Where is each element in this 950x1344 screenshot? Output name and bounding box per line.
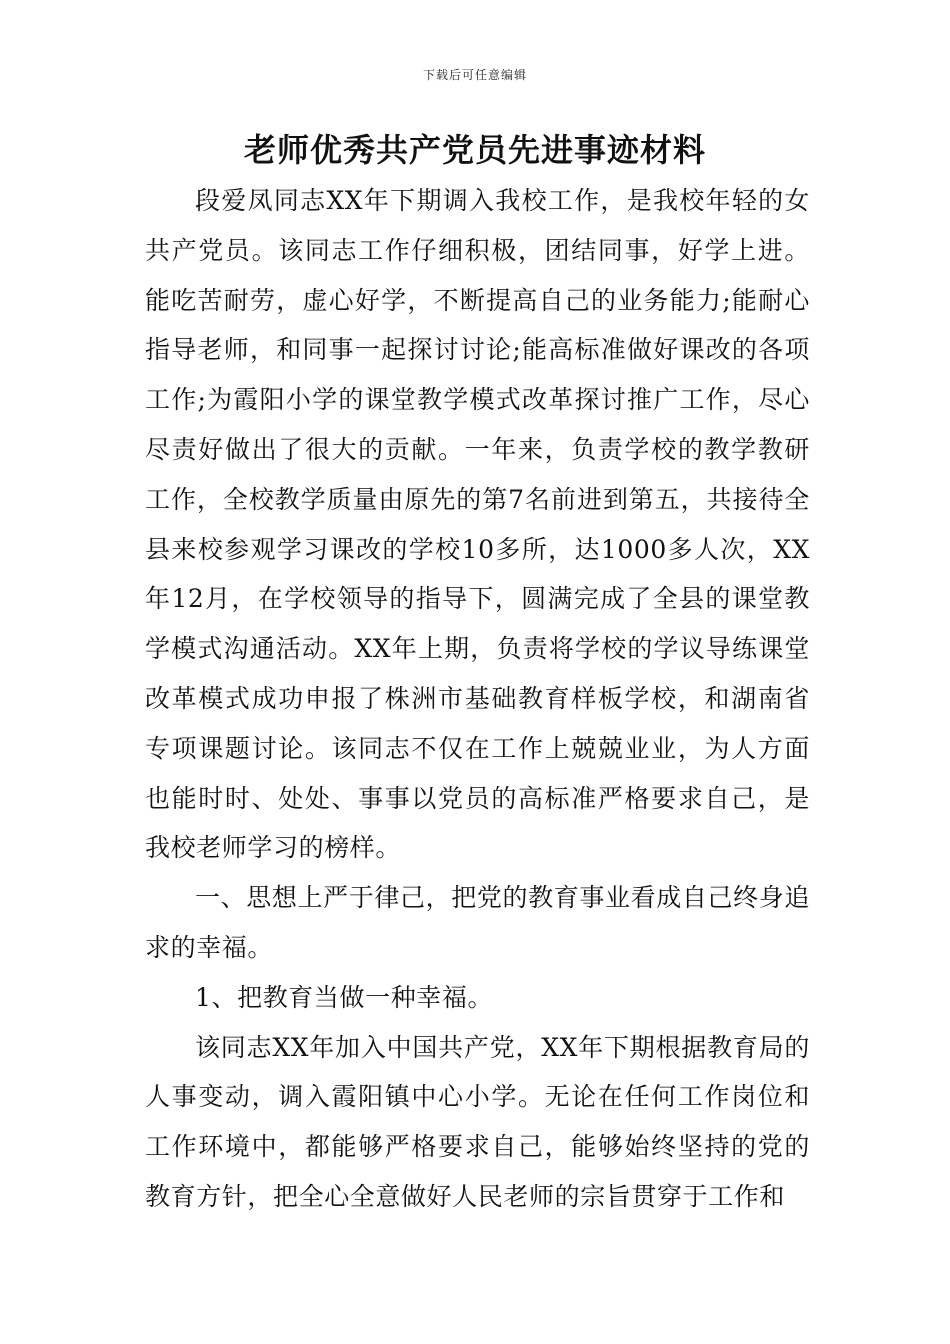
document-title: 老师优秀共产党员先进事迹材料	[243, 131, 706, 169]
document-body	[145, 176, 810, 1222]
paragraph-section-heading: 一、思想上严于律己，把党的教育事业看成自己终身追求的幸福。	[145, 883, 810, 962]
paragraph-detail: 该同志XX年加入中国共产党，XX年下期根据教育局的人事变动，调入霞阳镇中心小学。无论在任何工作岗位和工作环境中，都能够严格要求自己，能够始终坚持的党的教育方针，把全心全意做好人民老师的宗旨贯穿于工作和	[145, 1032, 810, 1211]
paragraph-subheading: 1、把教育当做一种幸福。	[195, 982, 494, 1012]
paragraph-intro: 段爱凤同志XX年下期调入我校工作，是我校年轻的女共产党员。该同志工作仔细积极，团结同事，好学上进。能吃苦耐劳，虚心好学，不断提高自己的业务能力;能耐心指导老师，和同事一起探讨讨论;能高标准做好课改的各项工作;为霞阳小学的课堂教学模式改革探讨推广工作，尽心尽责好做出了很大的贡献。一年来，负责学校的教学教研工作，全校教学质量由原先的第7名前进到第五，共接待全县来校参观学习课改的学校10多所，达1000多人次，XX年12月，在学校领导的指导下，圆满完成了全县的课堂教学模式沟通活动。XX年上期，负责将学校的学议导练课堂改革模式成功申报了株洲市基础教育样板学校，和湖南省专项课题讨论。该同志不仅在工作上兢兢业业，为人方面也能时时、处处、事事以党员的高标准严格要求自己，是我校老师学习的榜样。	[145, 186, 810, 863]
header-note: 下载后可任意编辑	[422, 68, 527, 82]
